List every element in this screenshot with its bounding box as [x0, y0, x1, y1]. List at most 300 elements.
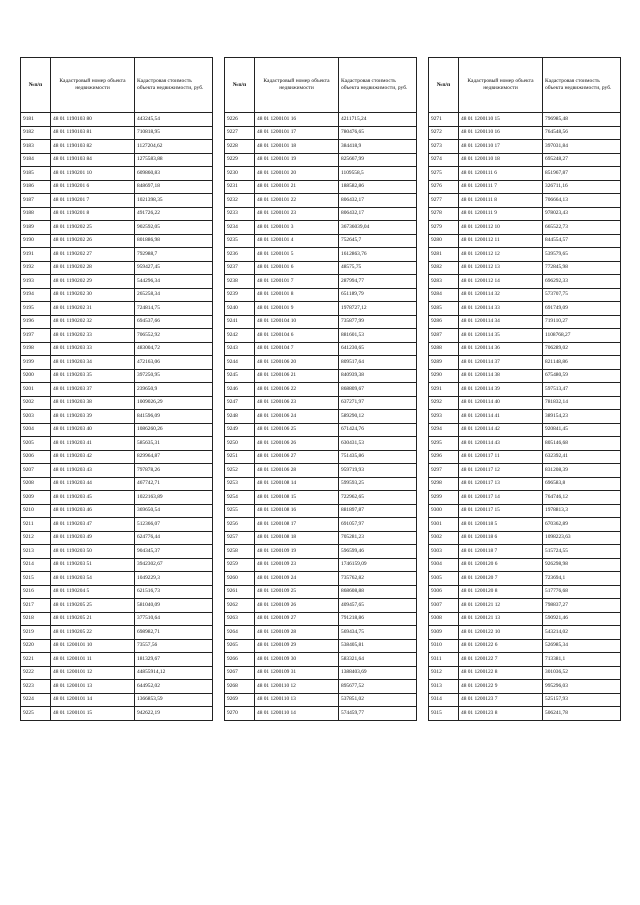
row-number: 9275 — [429, 167, 459, 181]
cadastral-number: 48 01 1190202 32 — [51, 315, 135, 329]
table-row — [429, 288, 621, 302]
table-row — [21, 464, 213, 478]
row-number: 9181 — [21, 113, 51, 127]
row-number: 9194 — [21, 288, 51, 302]
row-number: 9308 — [429, 612, 459, 626]
cadastral-cost: 751435,86 — [339, 450, 417, 464]
table-row — [21, 545, 213, 559]
cadastral-cost: 780476,65 — [339, 126, 417, 140]
table-row — [225, 491, 417, 505]
cadastral-number: 48 01 1200118 7 — [459, 545, 543, 559]
cadastral-cost: 1098223,63 — [543, 531, 621, 545]
cadastral-cost: 4211715,24 — [339, 113, 417, 127]
table-row — [429, 234, 621, 248]
cadastral-number: 48 01 1200114 40 — [459, 396, 543, 410]
cadastral-cost: 539579,65 — [543, 248, 621, 262]
cadastral-cost: 926298,98 — [543, 558, 621, 572]
header-cadastral-number: Кадастровый номер объекта недвижимости — [51, 58, 135, 113]
cadastral-number: 48 01 1190203 38 — [51, 396, 135, 410]
row-number: 9292 — [429, 396, 459, 410]
table-row — [225, 680, 417, 694]
row-number: 9270 — [225, 707, 255, 721]
cadastral-cost: 706664,13 — [543, 194, 621, 208]
table-row — [225, 626, 417, 640]
row-number: 9278 — [429, 207, 459, 221]
cadastral-number: 48 01 1190203 46 — [51, 504, 135, 518]
row-number: 9189 — [21, 221, 51, 235]
row-number: 9302 — [429, 531, 459, 545]
table-row — [429, 572, 621, 586]
cadastral-cost: 881601,53 — [339, 329, 417, 343]
table-row — [429, 639, 621, 653]
cadastral-cost: 644952,02 — [135, 680, 213, 694]
cadastral-number: 48 01 1190202 31 — [51, 302, 135, 316]
cadastral-cost: 821148,86 — [543, 356, 621, 370]
cadastral-number: 48 01 1200108 15 — [255, 491, 339, 505]
cadastral-number: 48 01 1200123 7 — [459, 693, 543, 707]
cadastral-number: 48 01 1200101 19 — [255, 153, 339, 167]
cadastral-cost: 491726,22 — [135, 207, 213, 221]
table-row — [225, 423, 417, 437]
cadastral-number: 48 01 1190203 41 — [51, 437, 135, 451]
row-number: 9211 — [21, 518, 51, 532]
cadastral-cost: 665522,73 — [543, 221, 621, 235]
cadastral-number: 48 01 1200109 26 — [255, 599, 339, 613]
cadastral-number: 48 01 1200114 39 — [459, 383, 543, 397]
cadastral-cost: 844554,57 — [543, 234, 621, 248]
cadastral-number: 48 01 1190203 49 — [51, 531, 135, 545]
cadastral-cost: 1086260,26 — [135, 423, 213, 437]
row-number: 9205 — [21, 437, 51, 451]
cadastral-number: 48 01 1200111 6 — [459, 167, 543, 181]
cadastral-number: 48 01 1190203 50 — [51, 545, 135, 559]
row-number: 9226 — [225, 113, 255, 127]
cadastral-cost: 384418,9 — [339, 140, 417, 154]
row-number: 9299 — [429, 491, 459, 505]
table-row — [225, 477, 417, 491]
cadastral-number: 48 01 1200114 35 — [459, 329, 543, 343]
cadastral-number: 48 01 1190203 43 — [51, 464, 135, 478]
table-row — [429, 329, 621, 343]
table-row — [429, 194, 621, 208]
table-row — [21, 315, 213, 329]
table-row — [225, 612, 417, 626]
cadastral-cost: 443245,54 — [135, 113, 213, 127]
row-number: 9265 — [225, 639, 255, 653]
cadastral-cost: 589290,12 — [339, 410, 417, 424]
table-row — [429, 207, 621, 221]
cadastral-cost: 724814,75 — [135, 302, 213, 316]
cadastral-cost: 698982,71 — [135, 626, 213, 640]
cadastral-number: 48 01 1200117 15 — [459, 504, 543, 518]
row-number: 9301 — [429, 518, 459, 532]
table-row — [429, 491, 621, 505]
table-row — [429, 180, 621, 194]
cadastral-number: 48 01 1200114 33 — [459, 302, 543, 316]
cadastral-number: 48 01 1200120 8 — [459, 585, 543, 599]
table-row — [225, 383, 417, 397]
table-row — [21, 639, 213, 653]
cadastral-number: 48 01 1200109 28 — [255, 626, 339, 640]
table-row — [21, 666, 213, 680]
cadastral-number: 48 01 1200101 10 — [51, 639, 135, 653]
cadastral-number: 48 01 1200114 38 — [459, 369, 543, 383]
cadastral-cost: 506241,78 — [543, 707, 621, 721]
row-number: 9209 — [21, 491, 51, 505]
table-row — [429, 275, 621, 289]
table-row — [21, 693, 213, 707]
cadastral-number: 48 01 1200118 6 — [459, 531, 543, 545]
cadastral-number: 48 01 1190203 35 — [51, 369, 135, 383]
cadastral-cost: 397031,84 — [543, 140, 621, 154]
table-row — [429, 599, 621, 613]
table-row — [429, 518, 621, 532]
table-header-row — [429, 58, 621, 113]
cadastral-cost: 609860,83 — [135, 167, 213, 181]
cadastral-cost: 691057,97 — [339, 518, 417, 532]
row-number: 9225 — [21, 707, 51, 721]
row-number: 9289 — [429, 356, 459, 370]
table-row — [225, 288, 417, 302]
cadastral-cost: 959427,45 — [135, 261, 213, 275]
cadastral-number: 48 01 1200109 24 — [255, 572, 339, 586]
table-row — [21, 531, 213, 545]
cadastral-number: 48 01 1200109 19 — [255, 545, 339, 559]
row-number: 9237 — [225, 261, 255, 275]
cadastral-cost: 265258,34 — [135, 288, 213, 302]
row-number: 9227 — [225, 126, 255, 140]
row-number: 9191 — [21, 248, 51, 262]
table-row — [429, 113, 621, 127]
table-body — [429, 113, 621, 721]
row-number: 9255 — [225, 504, 255, 518]
cadastral-number: 48 01 1190205 25 — [51, 599, 135, 613]
row-number: 9229 — [225, 153, 255, 167]
table-row — [21, 140, 213, 154]
cadastral-cost: 1746159,09 — [339, 558, 417, 572]
cadastral-number: 48 01 1200111 7 — [459, 180, 543, 194]
cadastral-cost: 538405,81 — [339, 639, 417, 653]
table-row — [429, 666, 621, 680]
row-number: 9193 — [21, 275, 51, 289]
cadastral-cost: 841596,09 — [135, 410, 213, 424]
cadastral-number: 48 01 1200122 6 — [459, 639, 543, 653]
row-number: 9261 — [225, 585, 255, 599]
cadastral-number: 48 01 1200101 13 — [51, 680, 135, 694]
row-number: 9274 — [429, 153, 459, 167]
table-row — [21, 221, 213, 235]
table-row — [429, 531, 621, 545]
cadastral-number: 48 01 1190205 22 — [51, 626, 135, 640]
cadastral-cost: 959719,93 — [339, 464, 417, 478]
table-row — [21, 288, 213, 302]
cadastral-number: 48 01 1200106 21 — [255, 369, 339, 383]
table-row — [225, 356, 417, 370]
cadastral-number: 48 01 1200108 17 — [255, 518, 339, 532]
cadastral-number: 48 01 1190201 10 — [51, 167, 135, 181]
row-number: 9280 — [429, 234, 459, 248]
cadastral-number: 48 01 1200112 14 — [459, 275, 543, 289]
cadastral-cost: 537851,02 — [339, 693, 417, 707]
cadastral-number: 48 01 1200108 18 — [255, 531, 339, 545]
table-row — [225, 639, 417, 653]
table-row — [225, 248, 417, 262]
cadastral-number: 48 01 1190205 21 — [51, 612, 135, 626]
row-number: 9258 — [225, 545, 255, 559]
table-row — [21, 180, 213, 194]
table-row — [429, 626, 621, 640]
table-row — [429, 437, 621, 451]
table-row — [21, 410, 213, 424]
cadastral-number: 48 01 1200101 14 — [51, 693, 135, 707]
cadastral-cost: 596599,46 — [339, 545, 417, 559]
table-row — [21, 248, 213, 262]
row-number: 9266 — [225, 653, 255, 667]
row-number: 9311 — [429, 653, 459, 667]
cadastral-number: 48 01 1190203 33 — [51, 342, 135, 356]
table-row — [21, 612, 213, 626]
table-row — [429, 450, 621, 464]
table-header-row — [225, 58, 417, 113]
row-number: 9213 — [21, 545, 51, 559]
table-row — [429, 423, 621, 437]
row-number: 9183 — [21, 140, 51, 154]
cadastral-cost: 624776,44 — [135, 531, 213, 545]
row-number: 9241 — [225, 315, 255, 329]
cadastral-cost: 806432,17 — [339, 207, 417, 221]
row-number: 9208 — [21, 477, 51, 491]
header-row-number: №п/п — [225, 58, 255, 113]
row-number: 9304 — [429, 558, 459, 572]
table-row — [21, 234, 213, 248]
cadastral-number: 48 01 1190103 84 — [51, 153, 135, 167]
table-row — [21, 477, 213, 491]
row-number: 9262 — [225, 599, 255, 613]
row-number: 9210 — [21, 504, 51, 518]
row-number: 9224 — [21, 693, 51, 707]
cadastral-cost: 851967,87 — [543, 167, 621, 181]
table-row — [429, 221, 621, 235]
row-number: 9259 — [225, 558, 255, 572]
table-row — [225, 234, 417, 248]
table-row — [21, 572, 213, 586]
cadastral-cost: 809517,64 — [339, 356, 417, 370]
cadastral-cost: 904345,37 — [135, 545, 213, 559]
cadastral-number: 48 01 1200101 21 — [255, 180, 339, 194]
cadastral-cost: 735877,99 — [339, 315, 417, 329]
table-row — [429, 369, 621, 383]
cadastral-number: 48 01 1190203 34 — [51, 356, 135, 370]
cadastral-number: 48 01 1200101 17 — [255, 126, 339, 140]
cadastral-cost: 735762,82 — [339, 572, 417, 586]
cadastral-cost: 796985,48 — [543, 113, 621, 127]
cadastral-number: 48 01 1200101 8 — [255, 288, 339, 302]
table-row — [21, 558, 213, 572]
cadastral-number: 48 01 1200114 42 — [459, 423, 543, 437]
row-number: 9235 — [225, 234, 255, 248]
row-number: 9312 — [429, 666, 459, 680]
row-number: 9250 — [225, 437, 255, 451]
cadastral-cost: 670362,89 — [543, 518, 621, 532]
cadastral-cost: 590921,46 — [543, 612, 621, 626]
table-row — [225, 261, 417, 275]
cadastral-number: 48 01 1200112 13 — [459, 261, 543, 275]
cadastral-cost: 1009026,29 — [135, 396, 213, 410]
row-number: 9221 — [21, 653, 51, 667]
table-row — [21, 194, 213, 208]
table-row — [225, 504, 417, 518]
row-number: 9284 — [429, 288, 459, 302]
table-row — [225, 437, 417, 451]
cadastral-number: 48 01 1190103 81 — [51, 126, 135, 140]
table-row — [429, 464, 621, 478]
table-row — [225, 221, 417, 235]
table-row — [225, 518, 417, 532]
table-row — [21, 342, 213, 356]
cadastral-number: 48 01 1200114 41 — [459, 410, 543, 424]
table-row — [429, 504, 621, 518]
row-number: 9199 — [21, 356, 51, 370]
cadastral-number: 48 01 1190202 29 — [51, 275, 135, 289]
cadastral-number: 48 01 1200122 10 — [459, 626, 543, 640]
cadastral-number: 48 01 1190202 25 — [51, 221, 135, 235]
table-row — [429, 680, 621, 694]
cadastral-number: 48 01 1200117 14 — [459, 491, 543, 505]
table-row — [21, 153, 213, 167]
cadastral-number: 48 01 1200106 25 — [255, 423, 339, 437]
table-row — [429, 545, 621, 559]
row-number: 9239 — [225, 288, 255, 302]
cadastral-cost: 397250,95 — [135, 369, 213, 383]
table-row — [21, 113, 213, 127]
row-number: 9206 — [21, 450, 51, 464]
cadastral-cost: 377510,64 — [135, 612, 213, 626]
cadastral-cost: 517776,68 — [543, 585, 621, 599]
cadastral-number: 48 01 1200104 6 — [255, 329, 339, 343]
table-row — [21, 383, 213, 397]
cadastral-cost: 792988,7 — [135, 248, 213, 262]
cadastral-cost: 831208,39 — [543, 464, 621, 478]
row-number: 9310 — [429, 639, 459, 653]
cadastral-number: 48 01 1190203 51 — [51, 558, 135, 572]
cadastral-cost: 801886,98 — [135, 234, 213, 248]
row-number: 9297 — [429, 464, 459, 478]
cadastral-number: 48 01 1200110 15 — [459, 113, 543, 127]
cadastral-number: 48 01 1200106 24 — [255, 410, 339, 424]
cadastral-number: 48 01 1200101 20 — [255, 167, 339, 181]
cadastral-number: 48 01 1200101 18 — [255, 140, 339, 154]
row-number: 9215 — [21, 572, 51, 586]
cadastral-cost: 188582,86 — [339, 180, 417, 194]
table-row — [429, 126, 621, 140]
row-number: 9272 — [429, 126, 459, 140]
table-row — [21, 126, 213, 140]
row-number: 9220 — [21, 639, 51, 653]
row-number: 9253 — [225, 477, 255, 491]
table-row — [429, 653, 621, 667]
table-row — [21, 437, 213, 451]
cadastral-cost: 1022163,89 — [135, 491, 213, 505]
cadastral-number: 48 01 1200101 23 — [255, 207, 339, 221]
cadastral-cost: 369650,54 — [135, 504, 213, 518]
row-number: 9246 — [225, 383, 255, 397]
row-number: 9240 — [225, 302, 255, 316]
table-row — [21, 356, 213, 370]
row-number: 9273 — [429, 140, 459, 154]
cadastral-cost: 696583,8 — [543, 477, 621, 491]
cadastral-cost: 583321,64 — [339, 653, 417, 667]
cadastral-number: 48 01 1200101 9 — [255, 302, 339, 316]
row-number: 9287 — [429, 329, 459, 343]
cadastral-cost: 764746,12 — [543, 491, 621, 505]
table-row — [429, 396, 621, 410]
cadastral-cost: 287994,77 — [339, 275, 417, 289]
cadastral-number: 48 01 1200106 20 — [255, 356, 339, 370]
cadastral-cost: 722962,65 — [339, 491, 417, 505]
row-number: 9200 — [21, 369, 51, 383]
cadastral-cost: 574459,77 — [339, 707, 417, 721]
row-number: 9303 — [429, 545, 459, 559]
cadastral-cost: 825667,99 — [339, 153, 417, 167]
row-number: 9236 — [225, 248, 255, 262]
cadastral-cost: 585635,31 — [135, 437, 213, 451]
cadastral-cost: 706552,92 — [135, 329, 213, 343]
cadastral-number: 48 01 1200101 6 — [255, 261, 339, 275]
table-row — [21, 369, 213, 383]
cadastral-cost: 409457,65 — [339, 599, 417, 613]
table-row — [225, 707, 417, 721]
cadastral-number: 48 01 1190202 33 — [51, 329, 135, 343]
row-number: 9244 — [225, 356, 255, 370]
row-number: 9243 — [225, 342, 255, 356]
table-row — [225, 180, 417, 194]
header-cadastral-number: Кадастровый номер объекта недвижимости — [255, 58, 339, 113]
cadastral-cost: 978023,43 — [543, 207, 621, 221]
cadastral-number: 48 01 1200104 10 — [255, 315, 339, 329]
cadastral-number: 48 01 1190203 39 — [51, 410, 135, 424]
cadastral-number: 48 01 1200117 11 — [459, 450, 543, 464]
table-row — [21, 491, 213, 505]
cadastral-number: 48 01 1190202 30 — [51, 288, 135, 302]
cadastral-number: 48 01 1190203 40 — [51, 423, 135, 437]
header-row-number: №п/п — [21, 58, 51, 113]
cadastral-number: 48 01 1200106 22 — [255, 383, 339, 397]
cadastral-number: 48 01 1200109 27 — [255, 612, 339, 626]
row-number: 9242 — [225, 329, 255, 343]
table-row — [21, 707, 213, 721]
cadastral-number: 48 01 1200110 12 — [255, 680, 339, 694]
row-number: 9202 — [21, 396, 51, 410]
cadastral-number: 48 01 1200120 7 — [459, 572, 543, 586]
row-number: 9248 — [225, 410, 255, 424]
row-number: 9182 — [21, 126, 51, 140]
row-number: 9306 — [429, 585, 459, 599]
row-number: 9267 — [225, 666, 255, 680]
cadastral-cost: 691749,09 — [543, 302, 621, 316]
row-number: 9314 — [429, 693, 459, 707]
row-number: 9219 — [21, 626, 51, 640]
cadastral-number: 48 01 1200122 7 — [459, 653, 543, 667]
table-row — [429, 342, 621, 356]
cadastral-number: 48 01 1200112 11 — [459, 234, 543, 248]
cadastral-number: 48 01 1200106 26 — [255, 437, 339, 451]
table-row — [21, 653, 213, 667]
row-number: 9196 — [21, 315, 51, 329]
cadastral-number: 48 01 1200121 12 — [459, 599, 543, 613]
row-number: 9313 — [429, 680, 459, 694]
table-row — [21, 302, 213, 316]
table-row — [225, 194, 417, 208]
